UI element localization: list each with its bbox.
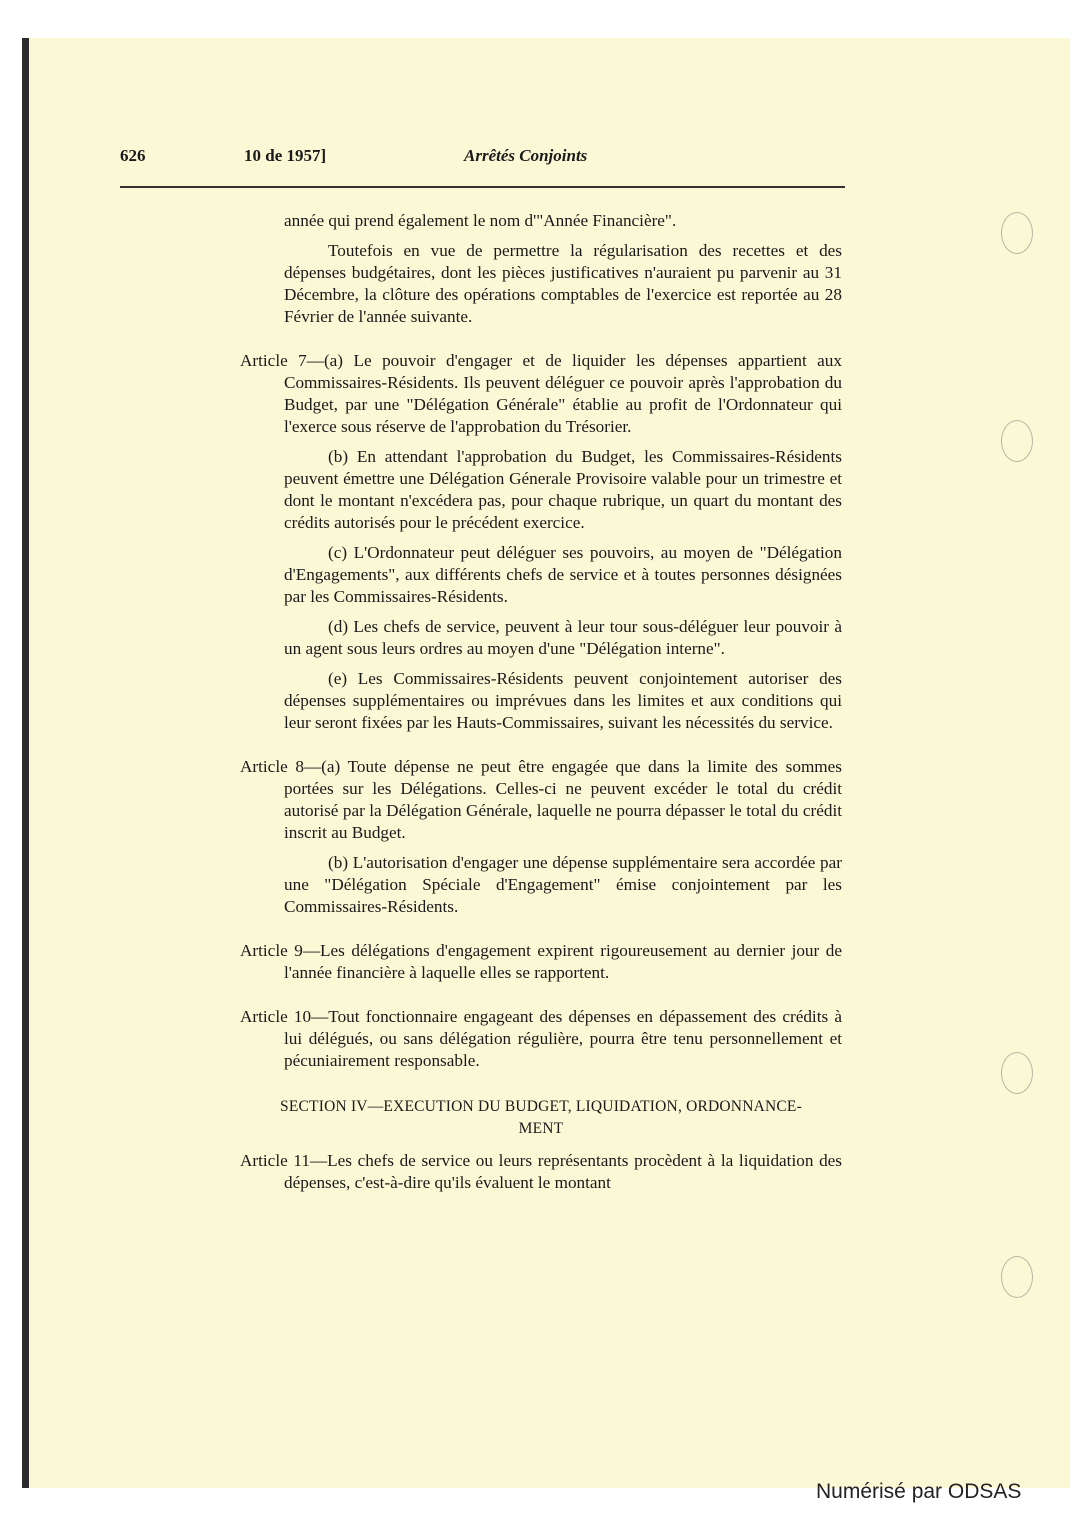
article-7c: (c) L'Ordonnateur peut déléguer ses pouvoirs, au moyen de "Délégation d'Engagements", aux différents chefs de service et à toutes personnes désignées par les Commissaires-Résidents.	[284, 543, 842, 606]
paragraph-toutefois: Toutefois en vue de permettre la régularisation des recettes et des dépenses budgétaires, dont les pièces justificatives n'auraient pu parvenir au 31 Décembre, la clôture des opérations comptables de l'exercice est reportée au 28 Février de l'année suivante.	[284, 241, 842, 326]
punch-hole-icon	[1001, 420, 1033, 462]
page-number: 626	[120, 146, 146, 165]
article-8b: (b) L'autorisation d'engager une dépense supplémentaire sera accordée par une "Délégation Spéciale d'Engagement" émise conjointement par les Commissaires-Résidents.	[284, 853, 842, 916]
punch-hole-icon	[1001, 1256, 1033, 1298]
article-7d: (d) Les chefs de service, peuvent à leur tour sous-déléguer leur pouvoir à un agent sous leurs ordres au moyen d'une "Délégation interne".	[284, 617, 842, 658]
running-header	[120, 146, 845, 172]
document-body	[240, 210, 842, 1202]
header-rule	[120, 186, 845, 188]
year-reference: 10 de 1957]	[244, 146, 327, 165]
article-11: Article 11—Les chefs de service ou leurs représentants procèdent à la liquidation des dépenses, c'est-à-dire qu'ils évaluent le montant	[240, 1151, 842, 1192]
punch-hole-icon	[1001, 1052, 1033, 1094]
section-heading-line2: MENT	[518, 1120, 564, 1137]
running-title: Arrêtés Conjoints	[464, 146, 588, 165]
section-heading-line1: SECTION IV—EXECUTION DU BUDGET, LIQUIDATION, ORDONNANCE-	[280, 1098, 802, 1115]
article-7b: (b) En attendant l'approbation du Budget, les Commissaires-Résidents peuvent émettre une Délégation Génerale Provisoire valable pour un trimestre et dont le montant n'excédera pas, pour chaque rubrique, un quart du montant des crédits autorisés pour le précédent exercice.	[284, 447, 842, 532]
paragraph-continuation: année qui prend également le nom d'"Année Financière".	[284, 211, 677, 230]
scan-edge-shadow	[22, 38, 29, 1488]
article-7e: (e) Les Commissaires-Résidents peuvent conjointement autoriser des dépenses supplémentaires ou imprévues dans les limites et aux conditions qui leur seront fixées par les Hauts-Commissaires, suivant les nécessités du service.	[284, 669, 842, 732]
digitization-credit: Numérisé par ODSAS	[816, 1480, 1022, 1503]
article-8a: Article 8—(a) Toute dépense ne peut être engagée que dans la limite des sommes portées sur les Délégations. Celles-ci ne peuvent excéder le total du crédit autorisé par la Délégation Générale, laquelle ne pourra dépasser le total du crédit inscrit au Budget.	[240, 757, 842, 842]
article-9: Article 9—Les délégations d'engagement expirent rigoureusement au dernier jour de l'année financière à laquelle elles se rapportent.	[240, 941, 842, 982]
article-10: Article 10—Tout fonctionnaire engageant des dépenses en dépassement des crédits à lui délégués, ou sans délégation régulière, pourra être tenu personnellement et pécuniairement responsable.	[240, 1007, 842, 1070]
article-7a: Article 7—(a) Le pouvoir d'engager et de liquider les dépenses appartient aux Commissaires-Résidents. Ils peuvent déléguer ce pouvoir après l'approbation du Budget, par une "Délégation Générale" établie au profit de l'Ordonnateur qui l'exerce sous réserve de l'approbation du Trésorier.	[240, 351, 842, 436]
section-heading	[240, 1096, 842, 1140]
punch-hole-icon	[1001, 212, 1033, 254]
